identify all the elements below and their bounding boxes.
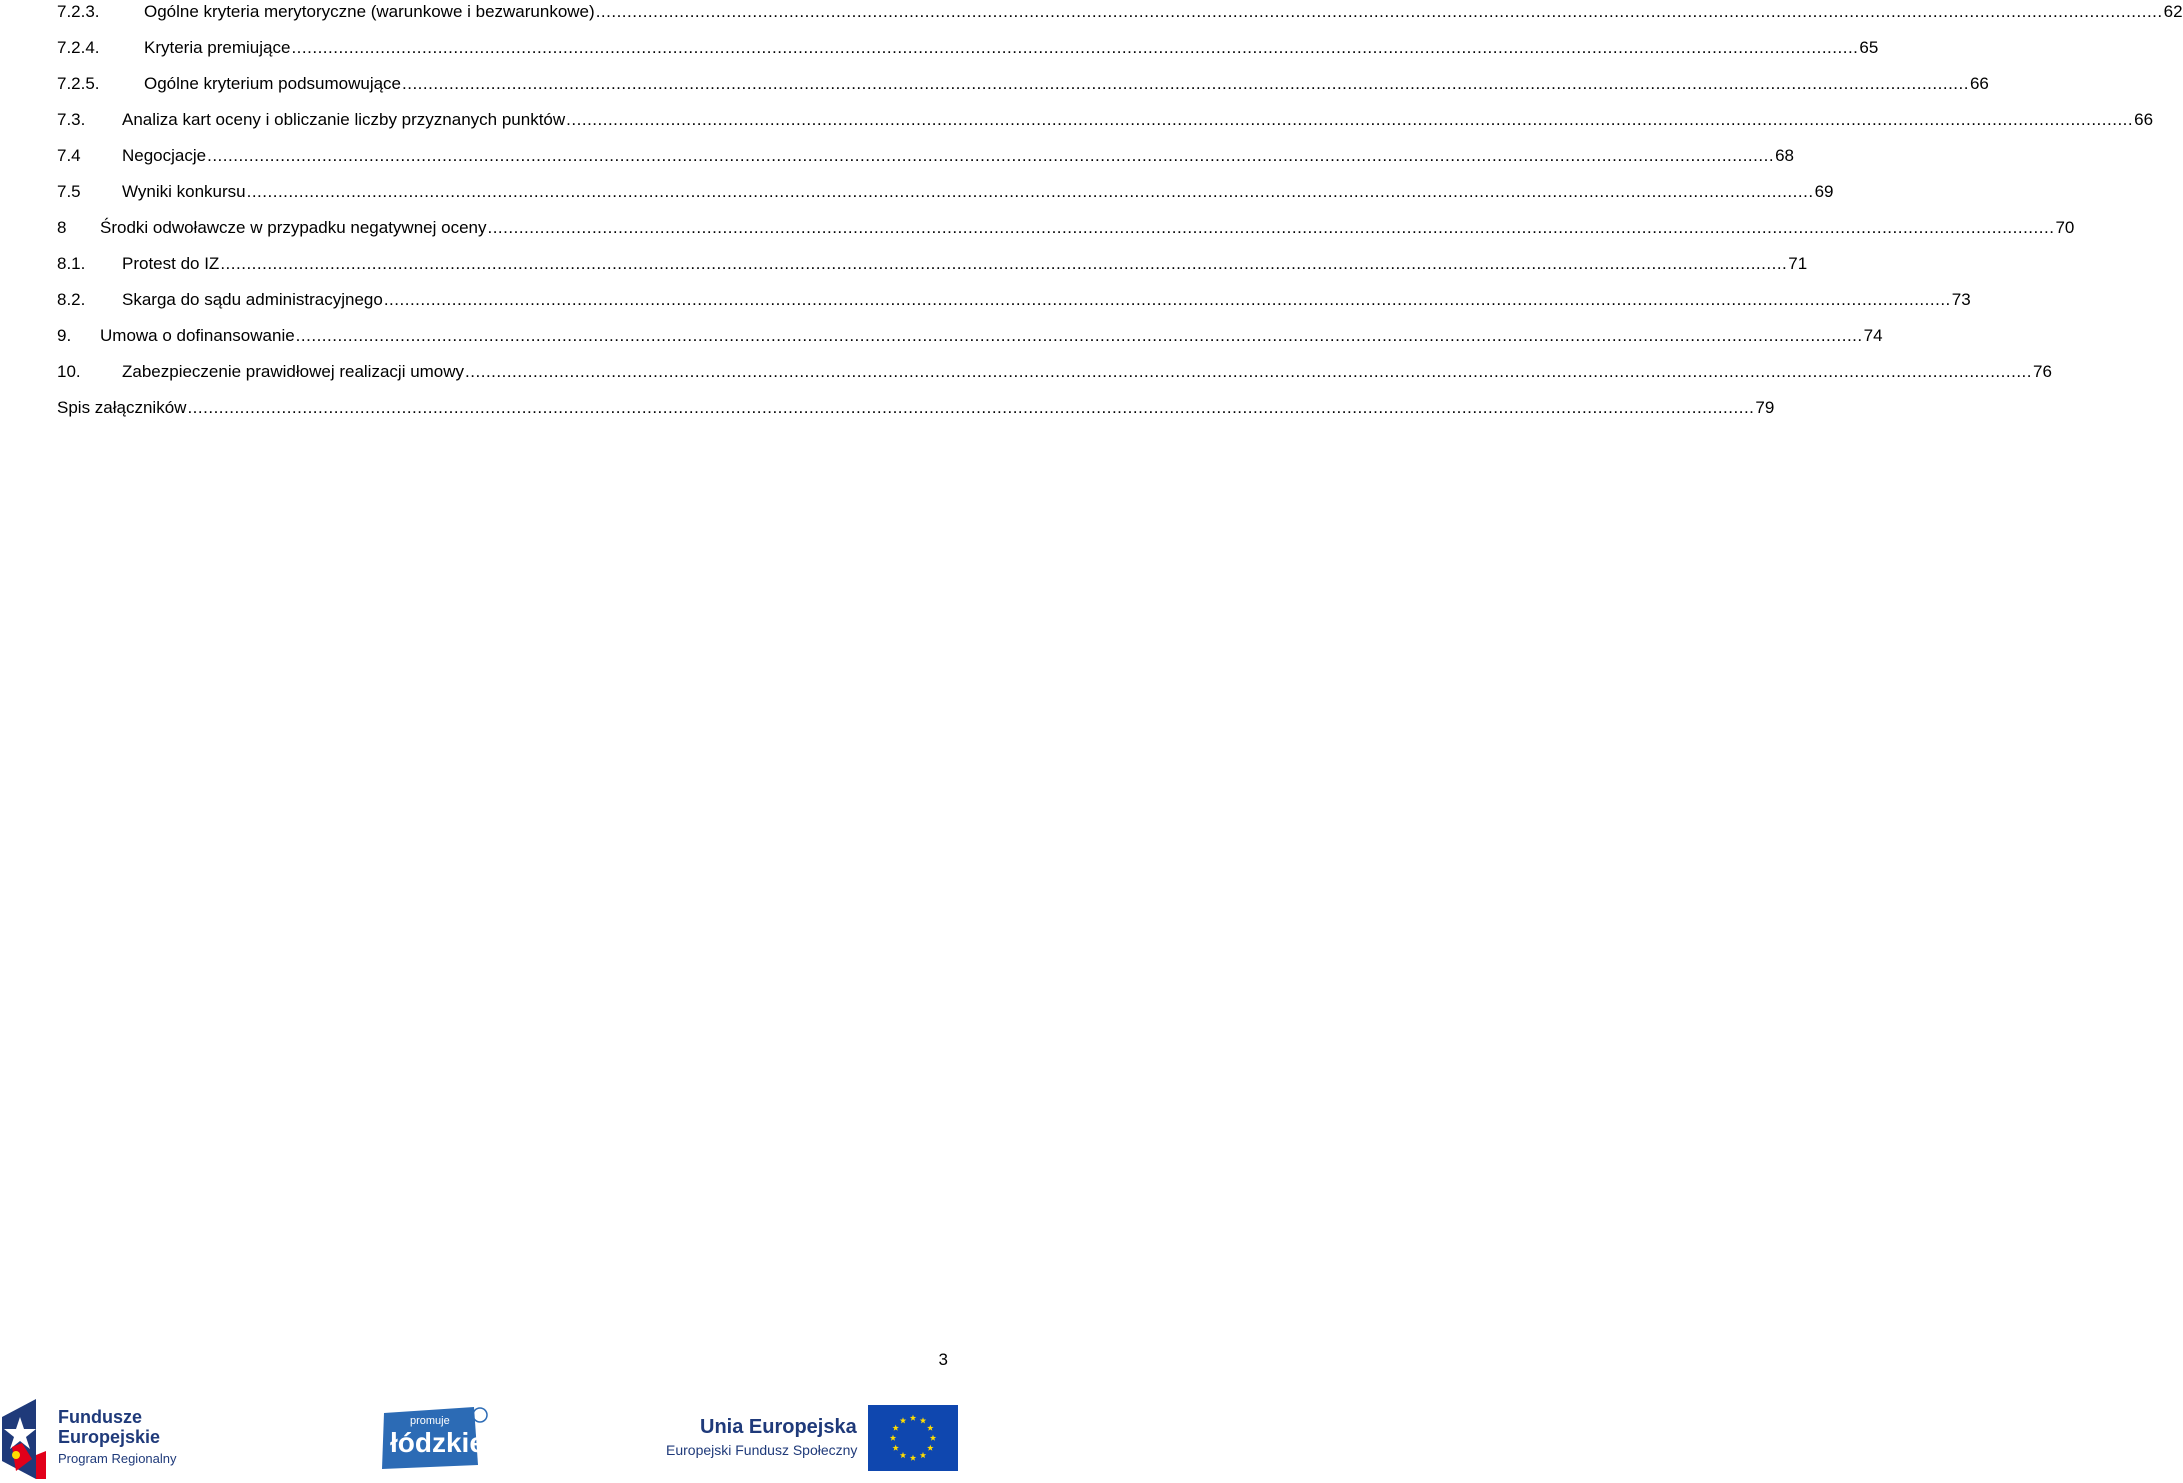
toc-entry-page: 71 [1788, 254, 1808, 273]
table-of-contents [57, 0, 2183, 432]
toc-entry-title: Analiza kart oceny i obliczanie liczby przyznanych punktów [122, 110, 566, 129]
toc-entry[interactable] [57, 0, 2183, 36]
toc-entry[interactable] [57, 288, 1971, 324]
toc-entry-page: 76 [2033, 362, 2052, 381]
toc-leader-dots: ............................................................................................................................................................................................................................................................................................................ [465, 362, 2032, 381]
toc-entry-number: 9. [57, 326, 72, 345]
toc-entry[interactable] [57, 108, 2154, 144]
toc-entry[interactable] [57, 36, 1879, 72]
toc-leader-dots: ............................................................................................................................................................................................................................................................................................................ [383, 290, 1951, 309]
fe-logo-line1: Fundusze [58, 1407, 142, 1427]
toc-entry[interactable] [57, 252, 1808, 288]
toc-leader-dots: ............................................................................................................................................................................................................................................................................................................ [595, 2, 2163, 21]
fe-logo-line2: Europejskie [58, 1427, 161, 1447]
toc-entry-page: 66 [2134, 110, 2154, 129]
lodzkie-logo [380, 1407, 490, 1469]
toc-entry-title: Wyniki konkursu [122, 182, 246, 201]
toc-entry-number: 7.4 [57, 146, 81, 165]
toc-entry-number: 8 [57, 218, 67, 237]
toc-entry[interactable] [57, 144, 1794, 180]
footer-logos [0, 1395, 960, 1483]
toc-entry-title: Ogólne kryteria merytoryczne (warunkowe i bezwarunkowe) [144, 2, 595, 21]
toc-entry-title: Ogólne kryterium podsumowujące [144, 74, 402, 93]
fundusze-europejskie-logo [0, 1395, 200, 1483]
toc-entry-page: 70 [2055, 218, 2075, 237]
toc-entry-page: 68 [1775, 146, 1794, 165]
toc-entry-number: 7.2.4. [57, 38, 100, 57]
toc-leader-dots: ............................................................................................................................................................................................................................................................................................................ [246, 182, 1814, 201]
eu-flag-icon [868, 1405, 958, 1471]
toc-entry-number: 8.2. [57, 290, 86, 309]
toc-entry-page: 73 [1951, 290, 1971, 309]
toc-entry[interactable] [57, 396, 1775, 432]
toc-leader-dots: ............................................................................................................................................................................................................................................................................................................ [402, 74, 1969, 93]
toc-entry-title: Zabezpieczenie prawidłowej realizacji umowy [122, 362, 465, 381]
ue-logo-line2: Europejski Fundusz Społeczny [666, 1442, 858, 1458]
fe-logo-line3: Program Regionalny [58, 1451, 177, 1466]
toc-entry[interactable] [57, 360, 2052, 396]
toc-entry[interactable] [57, 324, 1883, 360]
toc-leader-dots: ............................................................................................................................................................................................................................................................................................................ [220, 254, 1788, 273]
toc-entry-title: Negocjacje [122, 146, 207, 165]
toc-entry-title: Środki odwoławcze w przypadku negatywnej oceny [100, 218, 487, 237]
toc-entry-title: Spis załączników [57, 398, 187, 417]
toc-entry-page: 65 [1859, 38, 1879, 57]
toc-entry-number: 7.2.3. [57, 2, 100, 21]
lodzkie-logo-line1: promuje [410, 1415, 450, 1427]
toc-entry-title: Umowa o dofinansowanie [100, 326, 295, 345]
toc-leader-dots: ............................................................................................................................................................................................................................................................................................................ [295, 326, 1863, 345]
toc-entry-number: 7.3. [57, 110, 86, 129]
toc-entry-title: Kryteria premiujące [144, 38, 291, 57]
toc-entry[interactable] [57, 72, 1989, 108]
toc-entry-title: Skarga do sądu administracyjnego [122, 290, 383, 309]
toc-entry-title: Protest do IZ [122, 254, 220, 273]
lodzkie-logo-line2: łódzkie [390, 1427, 485, 1458]
toc-entry-page: 74 [1863, 326, 1883, 345]
toc-entry-number: 7.5 [57, 182, 81, 201]
toc-entry-page: 69 [1814, 182, 1834, 201]
toc-entry-number: 10. [57, 362, 81, 381]
toc-leader-dots: ............................................................................................................................................................................................................................................................................................................ [566, 110, 2134, 129]
ue-logo-line1: Unia Europejska [700, 1416, 857, 1438]
toc-leader-dots: ............................................................................................................................................................................................................................................................................................................ [487, 218, 2055, 237]
toc-entry-page: 62 [2163, 2, 2183, 21]
toc-entry-number: 8.1. [57, 254, 86, 273]
toc-entry-number: 7.2.5. [57, 74, 100, 93]
fe-star-logo-icon [2, 1399, 46, 1479]
toc-leader-dots: ............................................................................................................................................................................................................................................................................................................ [207, 146, 1775, 165]
toc-leader-dots: ............................................................................................................................................................................................................................................................................................................ [187, 398, 1755, 417]
toc-entry[interactable] [57, 216, 2075, 252]
toc-leader-dots: ............................................................................................................................................................................................................................................................................................................ [291, 38, 1859, 57]
page-number: 3 [938, 1350, 948, 1369]
toc-entry-page: 79 [1755, 398, 1775, 417]
toc-entry-page: 66 [1969, 74, 1989, 93]
unia-europejska-logo [664, 1405, 960, 1477]
toc-entry[interactable] [57, 180, 1834, 216]
